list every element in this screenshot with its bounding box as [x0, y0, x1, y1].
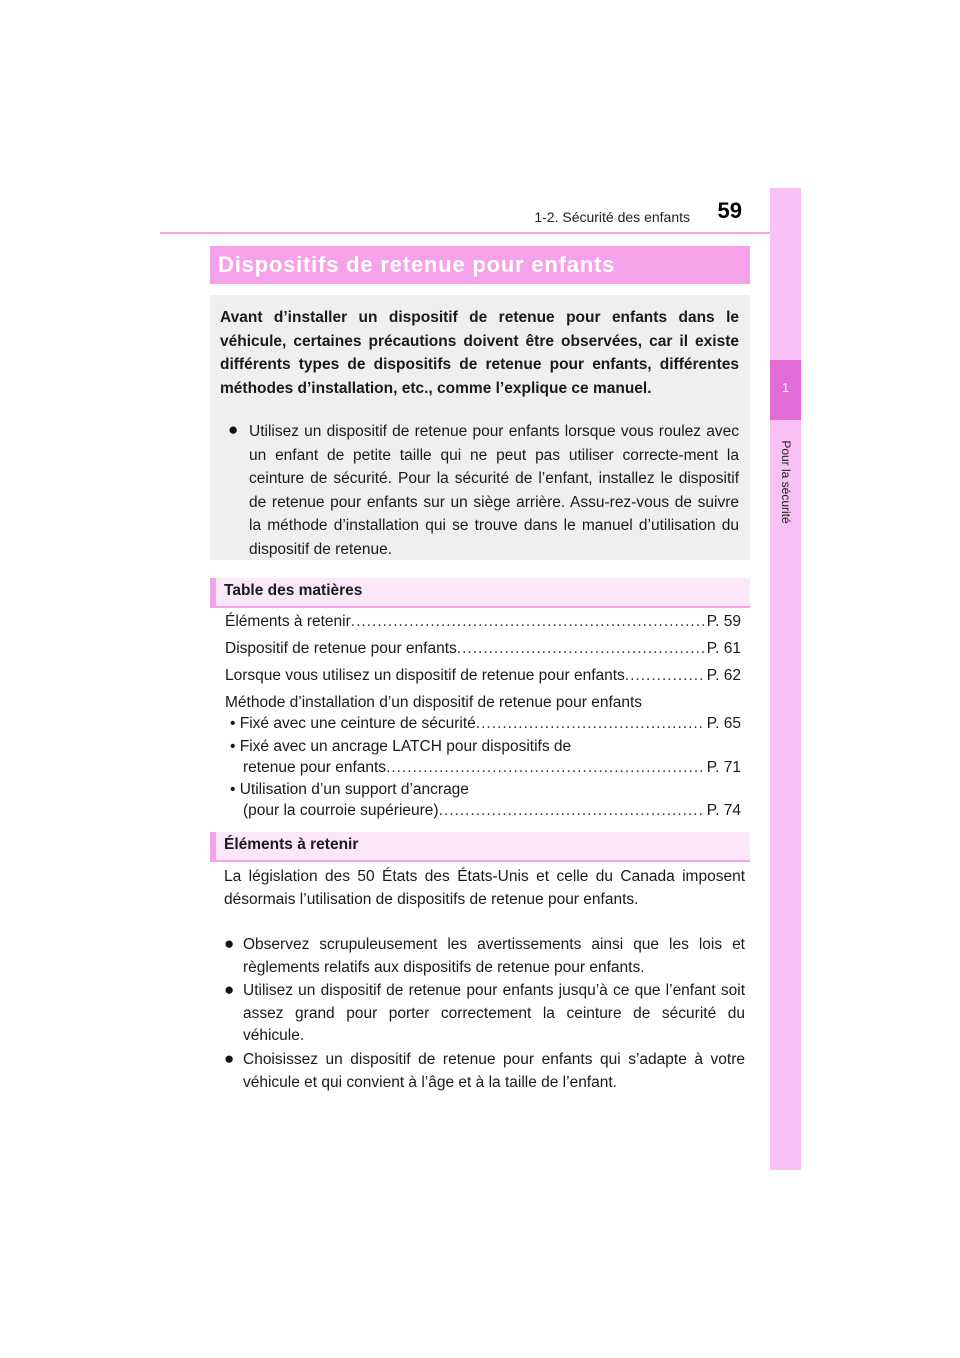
chapter-side-tab: [770, 188, 801, 1170]
bullet-icon: ●: [224, 980, 235, 999]
section-bullet: Observez scrupuleusement les avertissements ainsi que les lois et règlements relatifs aux dispositifs de retenue pour enfants.: [243, 936, 745, 976]
toc-link-anchor[interactable]: [243, 800, 741, 822]
toc-header-label: Table des matières: [224, 582, 363, 599]
section-bullet: Choisissez un dispositif de retenue pour enfants qui s’adapte à votre véhicule et qui convient à l’âge et à la taille de l’enfant.: [243, 1051, 745, 1091]
toc-entry-label: • Fixé avec une ceinture de sécurité: [230, 715, 476, 732]
bullet-icon: ●: [224, 1049, 235, 1068]
intro-paragraph: Avant d’installer un dispositif de retenue pour enfants dans le véhicule, certaines précautions doivent être observées, car il existe différents types de dispositifs de retenue pour enfants, différentes méthodes d’installation, etc., comme l’explique ce manuel.: [220, 309, 739, 397]
toc-link-elements[interactable]: [225, 611, 741, 633]
toc-link-child-restraint[interactable]: [225, 638, 741, 660]
intro-bullet: Utilisez un dispositif de retenue pour enfants lorsque vous roulez avec un enfant de petite taille qui ne peut pas utiliser correcte-ment la ceinture de sécurité. Pour la sécurité de l’enfant, installez le dispositif de retenue pour enfants sur un siège arrière. Assu-rez-vous de suivre la méthode d’installation qui se trouve dans le manuel d’utilisation du dispositif de retenue.: [249, 423, 739, 558]
toc-leader: [386, 757, 705, 779]
toc-leader: [476, 713, 705, 735]
toc-entry-page: P. 65: [706, 715, 741, 732]
toc-entry-label: Éléments à retenir: [225, 613, 351, 630]
toc-leader: [439, 800, 705, 822]
toc-header: [210, 578, 750, 606]
toc-method-title: Méthode d’installation d’un dispositif de retenue pour enfants: [225, 694, 643, 711]
section-reference: 1-2. Sécurité des enfants: [534, 209, 690, 225]
toc-header-underline: [210, 606, 750, 608]
toc-header-bar: [210, 578, 216, 606]
toc-entry-label: Lorsque vous utilisez un dispositif de retenue pour enfants: [225, 667, 625, 684]
toc-entry-page: P. 74: [706, 802, 741, 819]
toc-entry-label: (pour la courroie supérieure): [243, 802, 439, 819]
page-title: Dispositifs de retenue pour enfants: [218, 252, 616, 277]
section-header-label: Éléments à retenir: [224, 836, 359, 853]
toc-link-latch[interactable]: [243, 757, 741, 779]
toc-entry-page: P. 61: [706, 640, 741, 657]
toc-latch-line1: • Fixé avec un ancrage LATCH pour dispositifs de: [230, 738, 572, 755]
header-divider: [160, 232, 800, 234]
bullet-icon: ●: [228, 420, 239, 439]
section-paragraph: La législation des 50 États des États-Unis et celle du Canada imposent désormais l’utilisation de dispositifs de retenue pour enfants.: [224, 868, 745, 908]
bullet-icon: ●: [224, 934, 235, 953]
toc-entry-label: retenue pour enfants: [243, 759, 387, 776]
chapter-label: Pour la sécurité: [779, 440, 793, 524]
toc-anchor-line1: • Utilisation d’un support d’ancrage: [230, 781, 469, 798]
toc-link-seat-belt[interactable]: [230, 713, 741, 735]
toc-link-using-restraint[interactable]: [225, 665, 741, 687]
section-header: [210, 832, 750, 860]
toc-leader: [351, 611, 705, 633]
section-header-underline: [210, 860, 750, 862]
toc-entry-label: Dispositif de retenue pour enfants: [225, 640, 457, 657]
page-number: 59: [717, 198, 742, 223]
toc-entry-page: P. 59: [706, 613, 741, 630]
toc-leader: [625, 665, 705, 687]
chapter-number: 1: [781, 380, 790, 395]
toc-entry-page: P. 62: [706, 667, 741, 684]
section-header-bar: [210, 832, 216, 860]
toc-entry-page: P. 71: [706, 759, 741, 776]
toc-leader: [457, 638, 705, 660]
section-bullet: Utilisez un dispositif de retenue pour enfants jusqu’à ce que l’enfant soit assez grand pour porter correctement la ceinture de sécurité du véhicule.: [243, 982, 745, 1044]
